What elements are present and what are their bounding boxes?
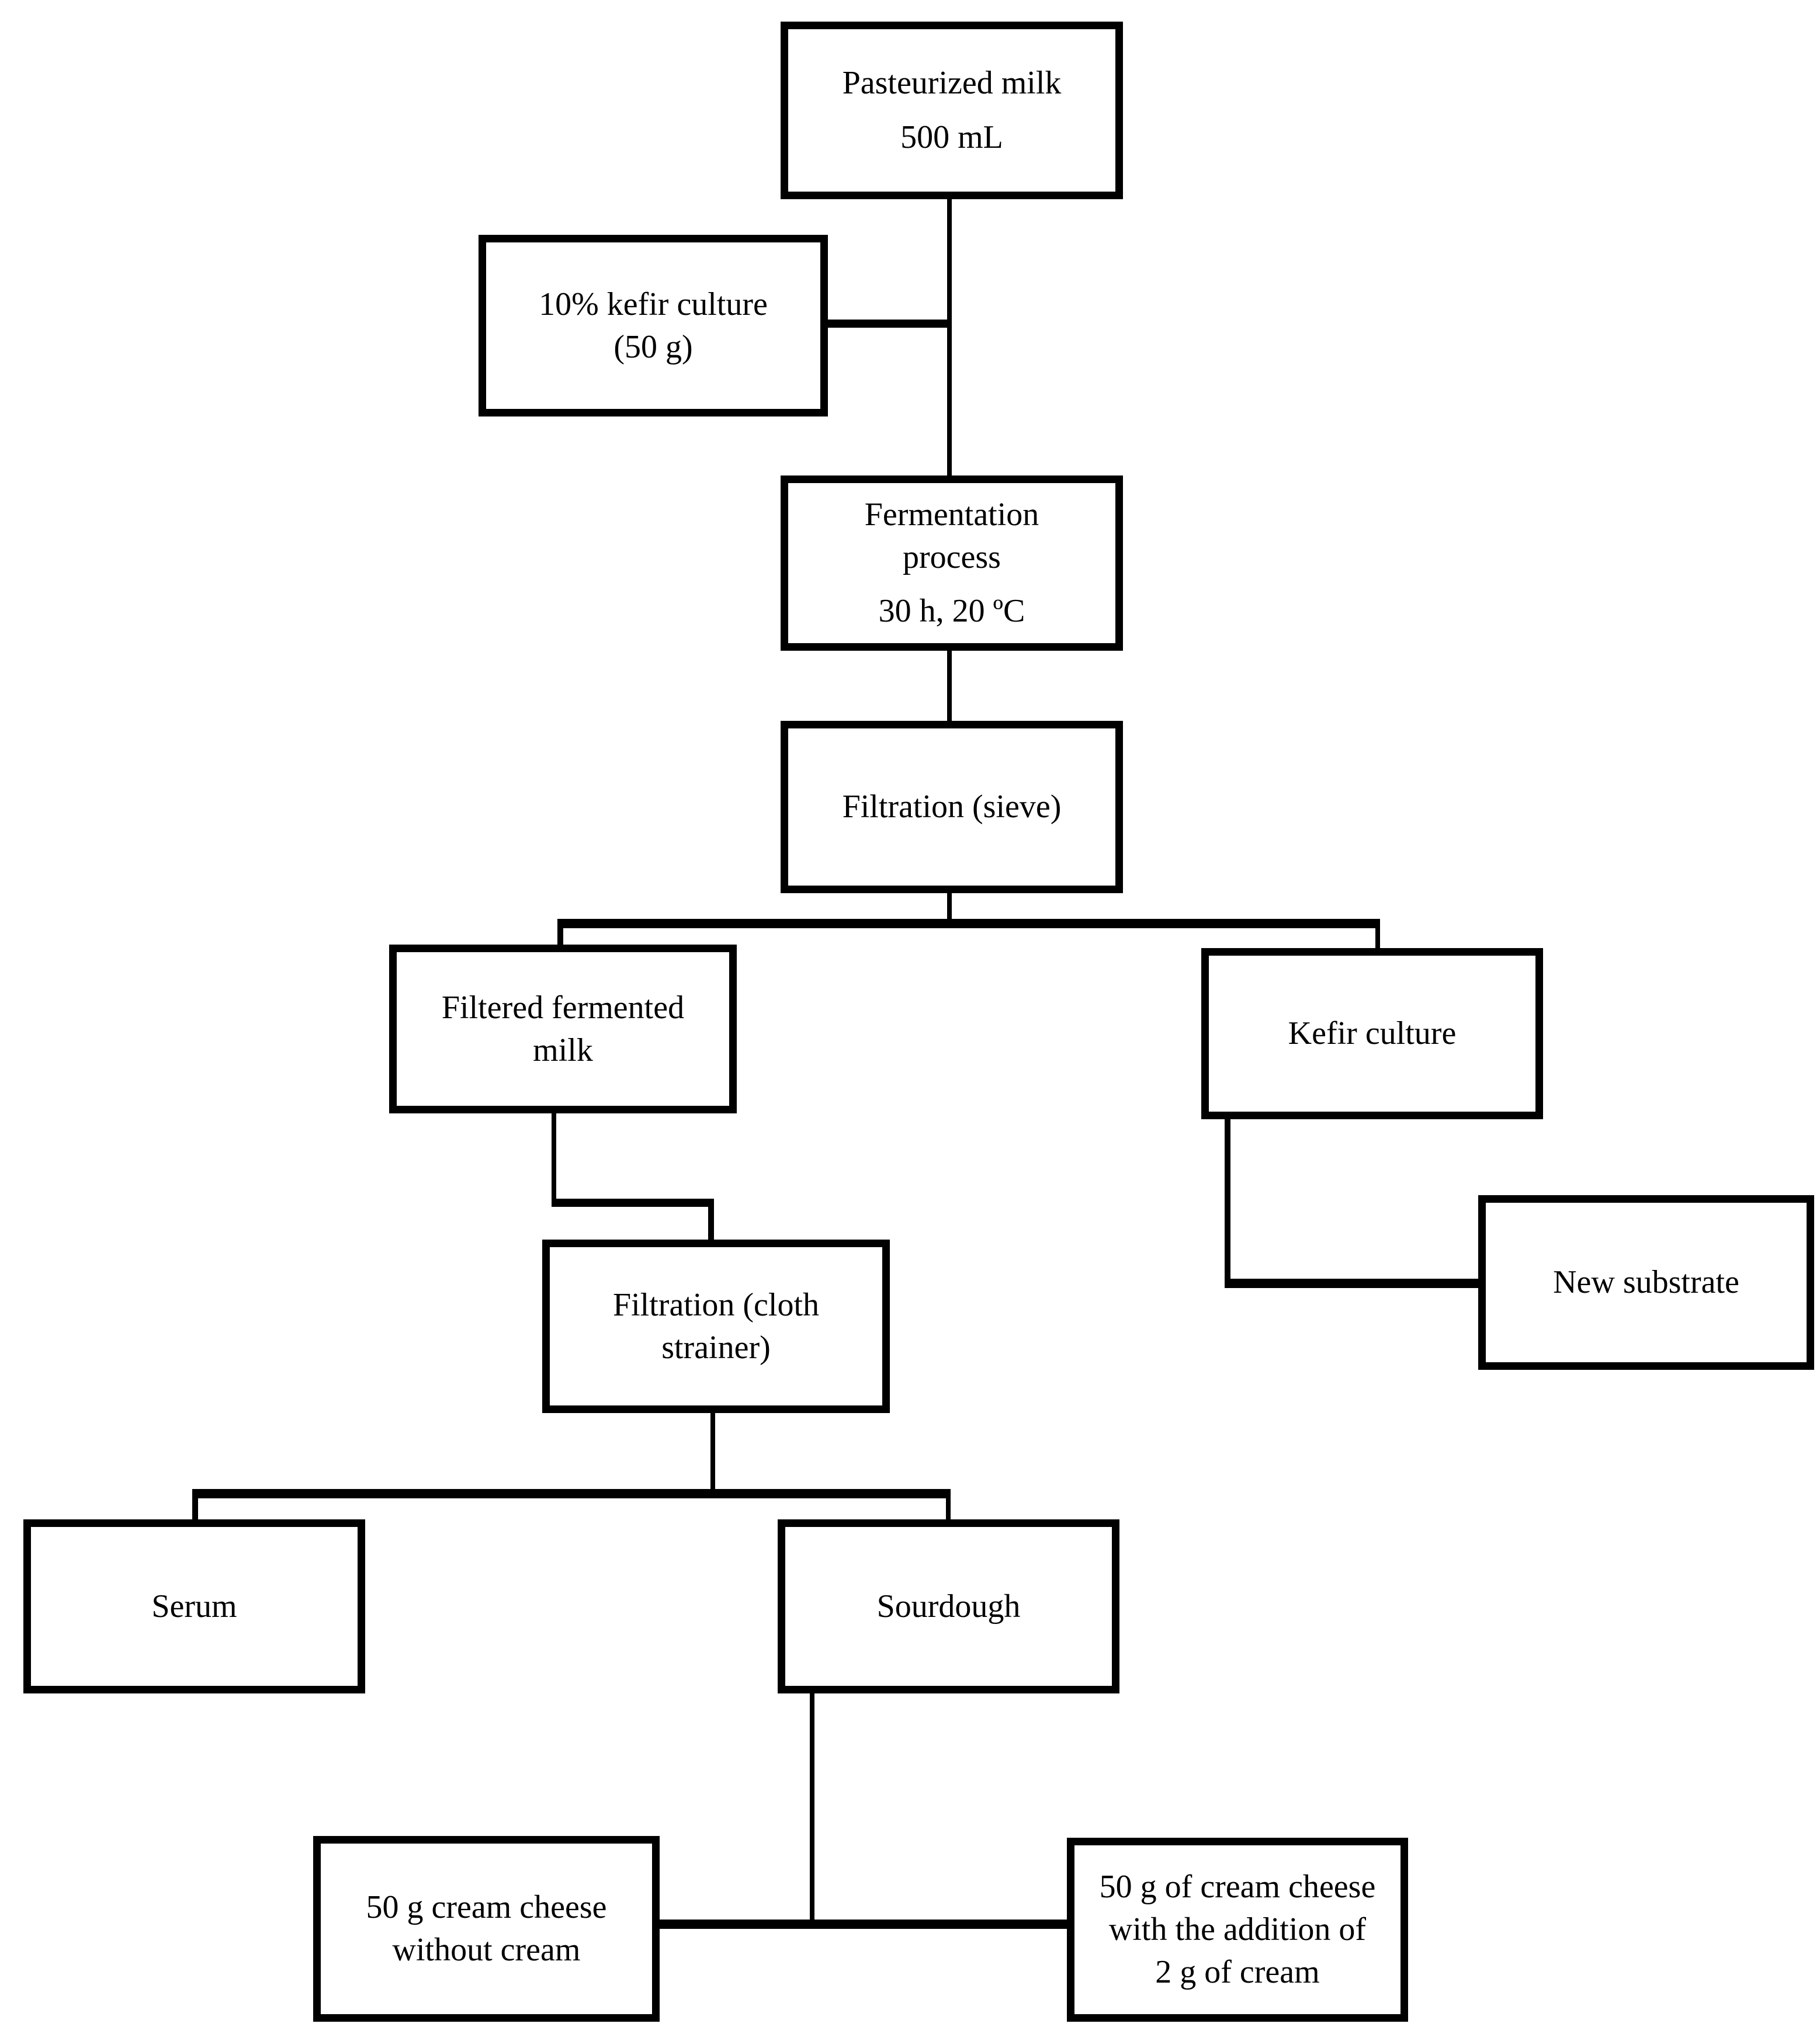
node-fermentation-process-label-line: process: [903, 539, 1001, 575]
edge-crossbar-bottom: [660, 1920, 1067, 1929]
node-new-substrate-paragraph: [1553, 1261, 1739, 1304]
node-kefir-culture-10pct-paragraph: [539, 283, 768, 369]
node-cream-cheese-without-cream-paragraph: [366, 1886, 607, 1972]
node-pasteurized-milk: [781, 22, 1123, 199]
node-cream-cheese-with-cream-paragraph: [1100, 1866, 1376, 1993]
node-cream-cheese-with-cream-label-line: with the addition of: [1108, 1911, 1367, 1948]
node-filtration-cloth-label-line: Filtration (cloth: [612, 1286, 820, 1323]
edge-junction1-drop-left: [557, 919, 563, 945]
node-kefir-culture-paragraph: [1288, 1012, 1457, 1055]
edge-kefir-culture-exit: [1225, 1119, 1230, 1287]
edge-junction2-drop-serum: [192, 1489, 198, 1519]
node-sourdough: [778, 1519, 1119, 1693]
node-filtration-sieve-paragraph: [843, 786, 1062, 828]
node-filtration-sieve: [781, 721, 1123, 893]
edge-junction2-horizontal: [192, 1489, 951, 1498]
edge-elbow1-horizontal: [552, 1199, 714, 1207]
node-kefir-culture: [1201, 948, 1543, 1119]
node-cream-cheese-with-cream: [1067, 1838, 1408, 2022]
edge-junction1-drop-right: [1375, 919, 1380, 948]
node-fermentation-process-paragraph: [879, 590, 1025, 633]
node-cream-cheese-with-cream-label-line: 2 g of cream: [1155, 1953, 1320, 1990]
edge-filtered-milk-exit: [552, 1113, 556, 1207]
node-filtration-cloth: [542, 1240, 890, 1413]
node-cream-cheese-without-cream-label-line: 50 g cream cheese: [366, 1889, 607, 1926]
node-cream-cheese-with-cream-label-line: 50 g of cream cheese: [1099, 1869, 1376, 1905]
node-serum: [23, 1519, 365, 1693]
edge-spine-milk-to-fermentation: [947, 199, 952, 475]
edge-spine-fermentation-to-sieve: [947, 651, 952, 721]
edge-kefir10-to-spine: [828, 320, 952, 328]
node-filtration-cloth-paragraph: [613, 1284, 819, 1369]
node-fermentation-process: [781, 475, 1123, 651]
edge-junction2-drop-sourdough: [946, 1489, 951, 1519]
node-filtration-sieve-label-line: Filtration (sieve): [842, 789, 1062, 825]
edge-junction1-horizontal: [557, 919, 1380, 928]
node-fermentation-process-label-line: 30 h, 20 ºC: [878, 593, 1025, 630]
node-pasteurized-milk-paragraph: [843, 62, 1062, 105]
node-cream-cheese-without-cream-label-line: without cream: [392, 1932, 581, 1968]
node-filtered-fermented-milk: [389, 945, 737, 1113]
node-kefir-culture-label-line: Kefir culture: [1288, 1015, 1457, 1052]
node-serum-label-line: Serum: [151, 1588, 237, 1625]
node-filtered-fermented-milk-paragraph: [442, 987, 684, 1072]
edge-elbow2-horizontal: [1225, 1279, 1478, 1288]
node-fermentation-process-paragraph: [865, 494, 1039, 579]
node-kefir-culture-10pct-label-line: (50 g): [613, 328, 693, 365]
node-cream-cheese-without-cream: [313, 1836, 660, 2022]
node-fermentation-process-label-line: Fermentation: [864, 496, 1039, 533]
node-filtration-cloth-label-line: strainer): [661, 1329, 771, 1366]
edge-filtration-cloth-exit: [710, 1413, 715, 1495]
edge-sourdough-exit: [810, 1693, 814, 1928]
node-filtered-fermented-milk-label-line: Filtered fermented: [441, 989, 685, 1026]
node-filtered-fermented-milk-label-line: milk: [533, 1032, 593, 1068]
node-new-substrate-label-line: New substrate: [1553, 1264, 1739, 1301]
node-kefir-culture-10pct: [479, 235, 828, 416]
node-new-substrate: [1478, 1195, 1814, 1370]
node-pasteurized-milk-label-line: Pasteurized milk: [842, 65, 1062, 102]
node-pasteurized-milk-paragraph: [900, 116, 1003, 159]
edge-elbow1-drop: [708, 1199, 714, 1240]
node-sourdough-label-line: Sourdough: [876, 1588, 1021, 1625]
node-kefir-culture-10pct-label-line: 10% kefir culture: [539, 286, 768, 322]
node-sourdough-paragraph: [877, 1585, 1021, 1628]
node-serum-paragraph: [151, 1585, 237, 1628]
node-pasteurized-milk-label-line: 500 mL: [900, 119, 1003, 155]
